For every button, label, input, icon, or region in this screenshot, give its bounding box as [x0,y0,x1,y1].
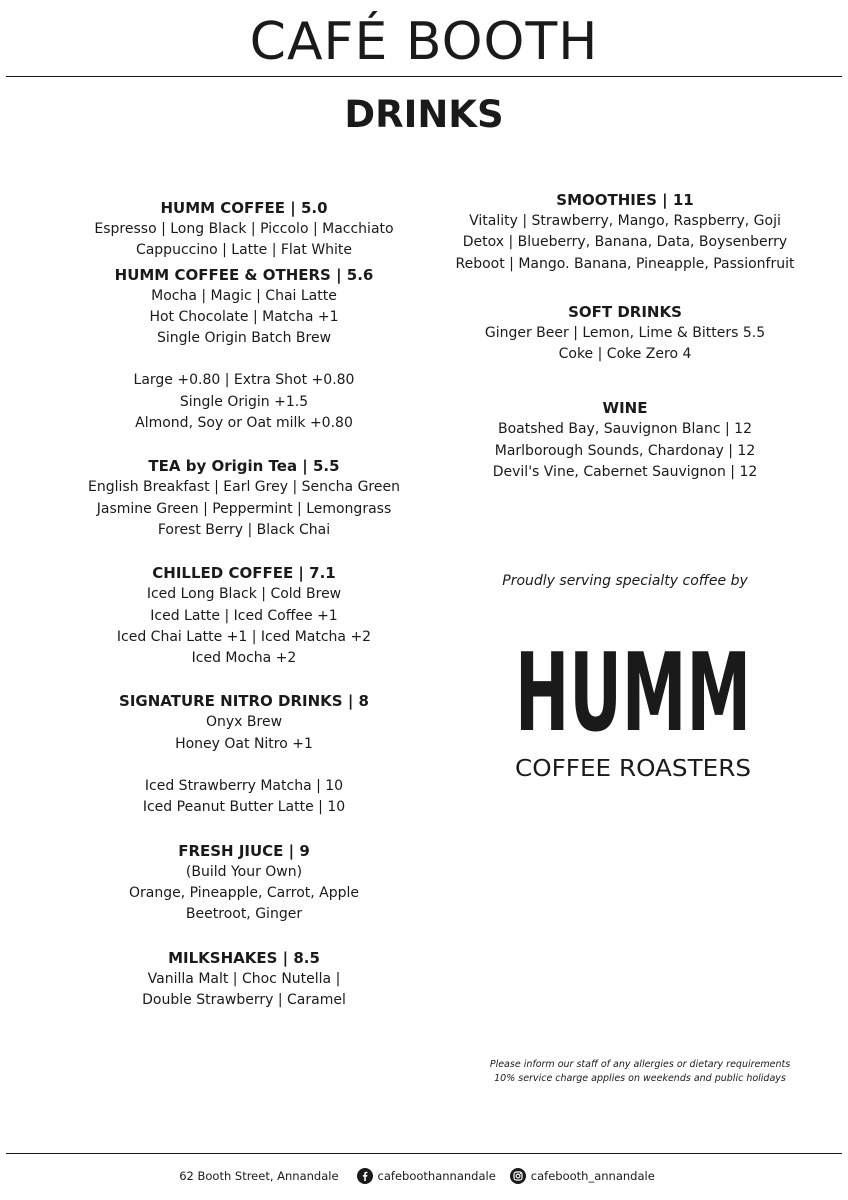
left-menu-column [40,198,448,1011]
menu-subtitle: DRINKS [344,93,504,136]
allergy-note: Please inform our staff of any allergies or dietary requirements [489,1059,791,1070]
menu-item: Iced Chai Latte +1 | Iced Matcha +2 [116,628,372,645]
menu-item: Boatshed Bay, Sauvignon Blanc | 12 [498,421,752,438]
right-menu-column [405,190,845,483]
menu-item: Vitality | Strawberry, Mango, Raspberry, Goji [469,213,781,229]
menu-item: Honey Oat Nitro +1 [175,735,313,752]
menu-item: English Breakfast | Earl Grey | Sencha Green [88,479,400,496]
section-nitro-drinks [40,691,448,755]
menu-item: Espresso | Long Black | Piccolo | Macchiato [94,221,394,237]
section-title: HUMM COFFEE | 5.0 [160,199,328,217]
menu-item: Iced Peanut Butter Latte | 10 [142,799,346,816]
instagram-handle: cafebooth_annandale [530,1169,655,1183]
menu-item: Beetroot, Ginger [185,906,303,923]
address: 62 Booth Street, Annandale [179,1169,339,1183]
menu-item: Reboot | Mango. Banana, Pineapple, Passionfruit [455,255,795,272]
instagram-link[interactable] [510,1165,655,1187]
humm-roasters-logo [508,618,758,783]
specialty-coffee-tagline: Proudly serving specialty coffee by [502,573,748,589]
menu-item: Double Strawberry | Caramel [142,991,346,1008]
facebook-icon [357,1168,373,1184]
section-title: WINE [602,399,648,418]
menu-item: Coke | Coke Zero 4 [558,346,692,363]
section-title: HUMM COFFEE & OTHERS | 5.6 [114,265,374,284]
menu-item: Jasmine Green | Peppermint | Lemongrass [96,500,392,517]
top-divider [6,76,842,77]
section-wine [405,398,845,483]
section-fresh-juice [40,841,448,926]
logo-word: HUMM [515,631,751,756]
section-title: SIGNATURE NITRO DRINKS | 8 [119,692,369,711]
section-iced-specials [40,776,448,819]
section-title: TEA by Origin Tea | 5.5 [148,457,340,476]
menu-item: Detox | Blueberry, Banana, Data, Boysenberry [462,234,788,251]
section-title: MILKSHAKES | 8.5 [168,948,320,967]
menu-item: Hot Chocolate | Matcha +1 [149,308,339,325]
menu-item: Forest Berry | Black Chai [157,521,331,538]
menu-item: Iced Latte | Iced Coffee +1 [150,607,338,624]
menu-item: Iced Mocha +2 [191,650,297,667]
menu-item: Vanilla Malt | Choc Nutella | [147,970,341,987]
section-chilled-coffee [40,563,448,669]
section-humm-coffee-others [40,265,448,350]
service-charge-note: 10% service charge applies on weekends and public holidays [494,1073,786,1084]
menu-item: Marlborough Sounds, Chardonay | 12 [494,442,756,459]
section-milkshakes [40,948,448,1012]
menu-item: Onyx Brew [205,714,283,731]
section-title: CHILLED COFFEE | 7.1 [152,564,336,583]
section-title: SMOOTHIES | 11 [556,191,694,209]
section-title: FRESH JIUCE | 9 [178,841,310,860]
menu-item: Orange, Pineapple, Carrot, Apple [128,884,359,901]
instagram-icon [510,1168,526,1184]
facebook-handle: cafeboothannandale [377,1169,496,1183]
menu-item: (Build Your Own) [185,863,303,880]
menu-item: Single Origin Batch Brew [156,330,332,347]
section-soft-drinks [405,302,845,366]
menu-item: Ginger Beer | Lemon, Lime & Bitters 5.5 [484,324,766,341]
menu-item: Cappuccino | Latte | Flat White [135,242,353,259]
facebook-link[interactable] [357,1165,496,1187]
menu-item: Almond, Soy or Oat milk +0.80 [135,415,353,432]
section-humm-coffee [40,198,448,262]
logo-subtitle: COFFEE ROASTERS [515,756,751,782]
section-title: SOFT DRINKS [568,302,682,321]
menu-item: Iced Long Black | Cold Brew [146,586,342,603]
dietary-notes [440,1058,840,1086]
menu-item: Mocha | Magic | Chai Latte [151,287,337,304]
section-extras [40,370,448,434]
menu-item: Devil's Vine, Cabernet Sauvignon | 12 [492,464,758,481]
section-tea [40,456,448,541]
cafe-title: CAFÉ BOOTH [249,12,599,72]
menu-item: Large +0.80 | Extra Shot +0.80 [133,372,355,389]
menu-item: Single Origin +1.5 [179,393,309,410]
section-smoothies [405,190,845,275]
menu-item: Iced Strawberry Matcha | 10 [144,778,344,795]
bottom-divider [6,1153,842,1154]
footer [0,1165,848,1187]
